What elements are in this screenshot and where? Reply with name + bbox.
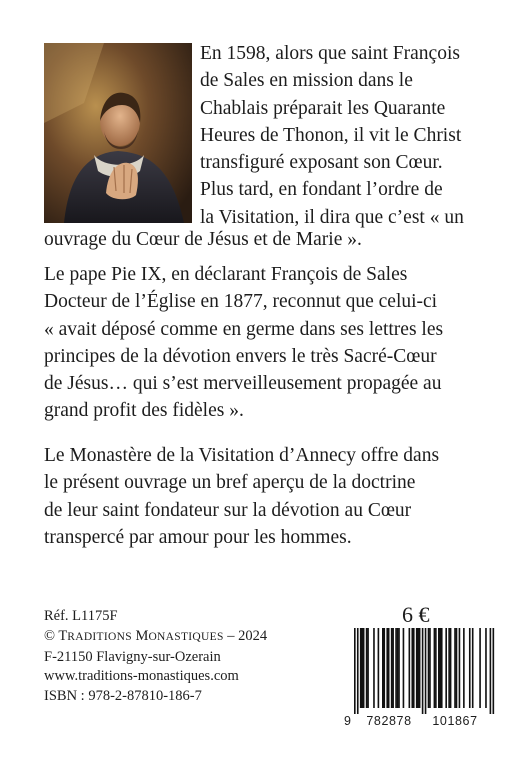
barcode-bar — [450, 628, 452, 708]
barcode-bar — [469, 628, 471, 708]
barcode-bar — [413, 628, 415, 708]
barcode-bar — [438, 628, 440, 708]
reference-number: Réf. L1175F — [44, 608, 118, 624]
barcode-bar — [378, 628, 380, 708]
paragraph-3-line: transpercé par amour pour les hommes. — [44, 526, 352, 548]
barcode-bar — [454, 628, 456, 708]
barcode-bar — [439, 628, 441, 708]
barcode-bar — [434, 628, 436, 708]
paragraph-3 — [44, 442, 482, 551]
copyright-symbol: © — [44, 627, 59, 644]
barcode-bar — [485, 628, 487, 708]
paragraph-1-line: ouvrage du Cœur de Jésus et de Marie ». — [44, 229, 362, 250]
paragraph-1-line: Plus tard, en fondant l’ordre de — [200, 179, 443, 201]
paragraph-2-line: grand profit des fidèles ». — [44, 400, 244, 422]
publisher-name-initial: M — [135, 627, 149, 644]
barcode-bar — [409, 628, 411, 708]
paragraph-1-line: Chablais préparait les Quarante — [200, 97, 446, 119]
barcode-bar — [403, 628, 405, 708]
barcode-bar — [383, 628, 385, 708]
barcode-bar — [363, 628, 365, 708]
paragraph-2-line: Le pape Pie IX, en déclarant François de Sales — [44, 264, 408, 285]
paragraph-1 — [200, 40, 482, 231]
paragraph-3-line: Le Monastère de la Visitation d’Annecy offre dans — [44, 445, 440, 466]
paragraph-2-line: « avait déposé comme en germe dans ses lettres les — [44, 318, 444, 340]
publisher-name-rest: RADITIONS — [67, 630, 132, 643]
barcode-bar — [397, 628, 399, 708]
copyright-year: – 2024 — [223, 627, 268, 644]
barcode-bar — [441, 628, 443, 708]
barcode-bar — [361, 628, 363, 708]
paragraph-2-line: principes de la dévotion envers le très Sacré-Cœur — [44, 345, 437, 367]
barcode-bar — [463, 628, 465, 708]
paragraph-3-line: de leur saint fondateur sur la dévotion au Cœur — [44, 499, 412, 521]
barcode-bar — [354, 628, 356, 714]
publisher-name-rest: ONASTIQUES — [148, 630, 224, 643]
barcode-bar — [448, 628, 450, 708]
copyright-line — [44, 627, 268, 648]
barcode-bar — [419, 628, 421, 708]
barcode-right-group: 101867 — [432, 714, 478, 728]
barcode-bar — [373, 628, 375, 708]
isbn: ISBN : 978-2-87810-186-7 — [44, 688, 202, 705]
isbn-barcode — [344, 628, 496, 732]
barcode-bar — [398, 628, 400, 708]
barcode-bar — [422, 628, 424, 714]
publisher-name-initial: T — [58, 627, 68, 644]
barcode-bar — [445, 628, 447, 708]
barcode-bar — [429, 628, 431, 708]
barcode-bar — [490, 628, 492, 714]
saint-francis-portrait — [44, 43, 192, 223]
paragraph-1-line: En 1598, alors que saint François — [200, 43, 460, 64]
barcode-bar — [382, 628, 384, 708]
barcode-bar — [366, 628, 368, 708]
barcode-bar — [435, 628, 437, 708]
paragraph-1-continuation — [44, 226, 482, 253]
paragraph-2-line: de Jésus… qui s’est merveilleusement propagée au — [44, 373, 442, 395]
barcode-bar — [417, 628, 419, 708]
paragraph-3-line: le présent ouvrage un bref aperçu de la doctrine — [44, 472, 416, 494]
paragraph-2 — [44, 261, 482, 425]
barcode-bar — [388, 628, 390, 708]
paragraph-1-line: de Sales en mission dans le — [200, 70, 413, 92]
barcode-bar — [392, 628, 394, 708]
barcode-digits — [344, 714, 496, 728]
barcode-bar — [411, 628, 413, 708]
barcode-bar — [416, 628, 418, 708]
barcode-left-group: 782878 — [366, 714, 412, 728]
publisher-address: F-21150 Flavigny-sur-Ozerain — [44, 648, 221, 665]
barcode-bar — [395, 628, 397, 708]
barcode-first-digit: 9 — [344, 714, 352, 728]
barcode-bar — [367, 628, 369, 708]
barcode-bar — [386, 628, 388, 708]
paragraph-1-line: Heures de Thonon, il vit le Christ — [200, 124, 462, 146]
paragraph-1-line: la Visitation, il dira que c’est « un — [200, 206, 464, 228]
barcode-bar — [459, 628, 461, 708]
paragraph-1-line: transfiguré exposant son Cœur. — [200, 152, 443, 174]
barcode-bar — [456, 628, 458, 708]
barcode-bar — [479, 628, 481, 708]
barcode-bar — [360, 628, 362, 708]
paragraph-2-line: Docteur de l’Église en 1877, reconnut que celui-ci — [44, 291, 438, 313]
price: 6 € — [402, 602, 430, 627]
barcode-bar — [357, 628, 359, 714]
barcode-bar — [425, 628, 427, 714]
barcode-bar — [428, 628, 430, 708]
publisher-website: www.traditions-monastiques.com — [44, 668, 239, 685]
barcode-bar — [391, 628, 393, 708]
publisher-info — [44, 607, 268, 707]
barcode-bar — [493, 628, 495, 714]
barcode-bar — [472, 628, 474, 708]
